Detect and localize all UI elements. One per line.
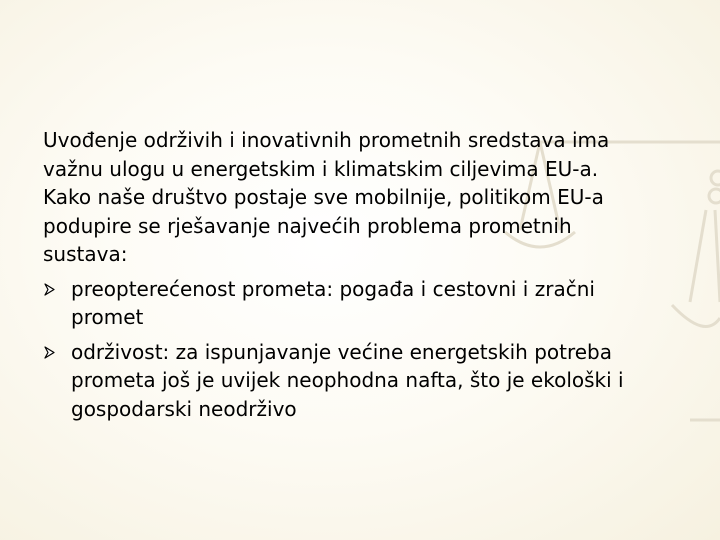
- arrowhead-icon: [43, 338, 57, 366]
- bullet-item: [43, 275, 683, 332]
- bullet-text: preopterećenost prometa: pogađa i cestovni i zračni promet: [71, 276, 595, 329]
- bullet-item: [43, 338, 683, 424]
- bullet-list: [43, 275, 683, 424]
- bullet-text: održivost: za ispunjavanje većine energetskih potreba prometa još je uvijek neophodna nafta, što je ekološki i gospodarski neodrživo: [71, 339, 624, 421]
- intro-paragraph: Uvođenje održivih i inovativnih prometnih sredstava ima važnu ulogu u energetskim i klimatskim ciljevima EU-a. Kako naše društvo postaje sve mobilnije, politikom EU-a podupire se rješavanje najvećih problema prometnih sustava:: [43, 128, 610, 266]
- slide-body: [43, 126, 683, 423]
- arrowhead-icon: [43, 275, 57, 303]
